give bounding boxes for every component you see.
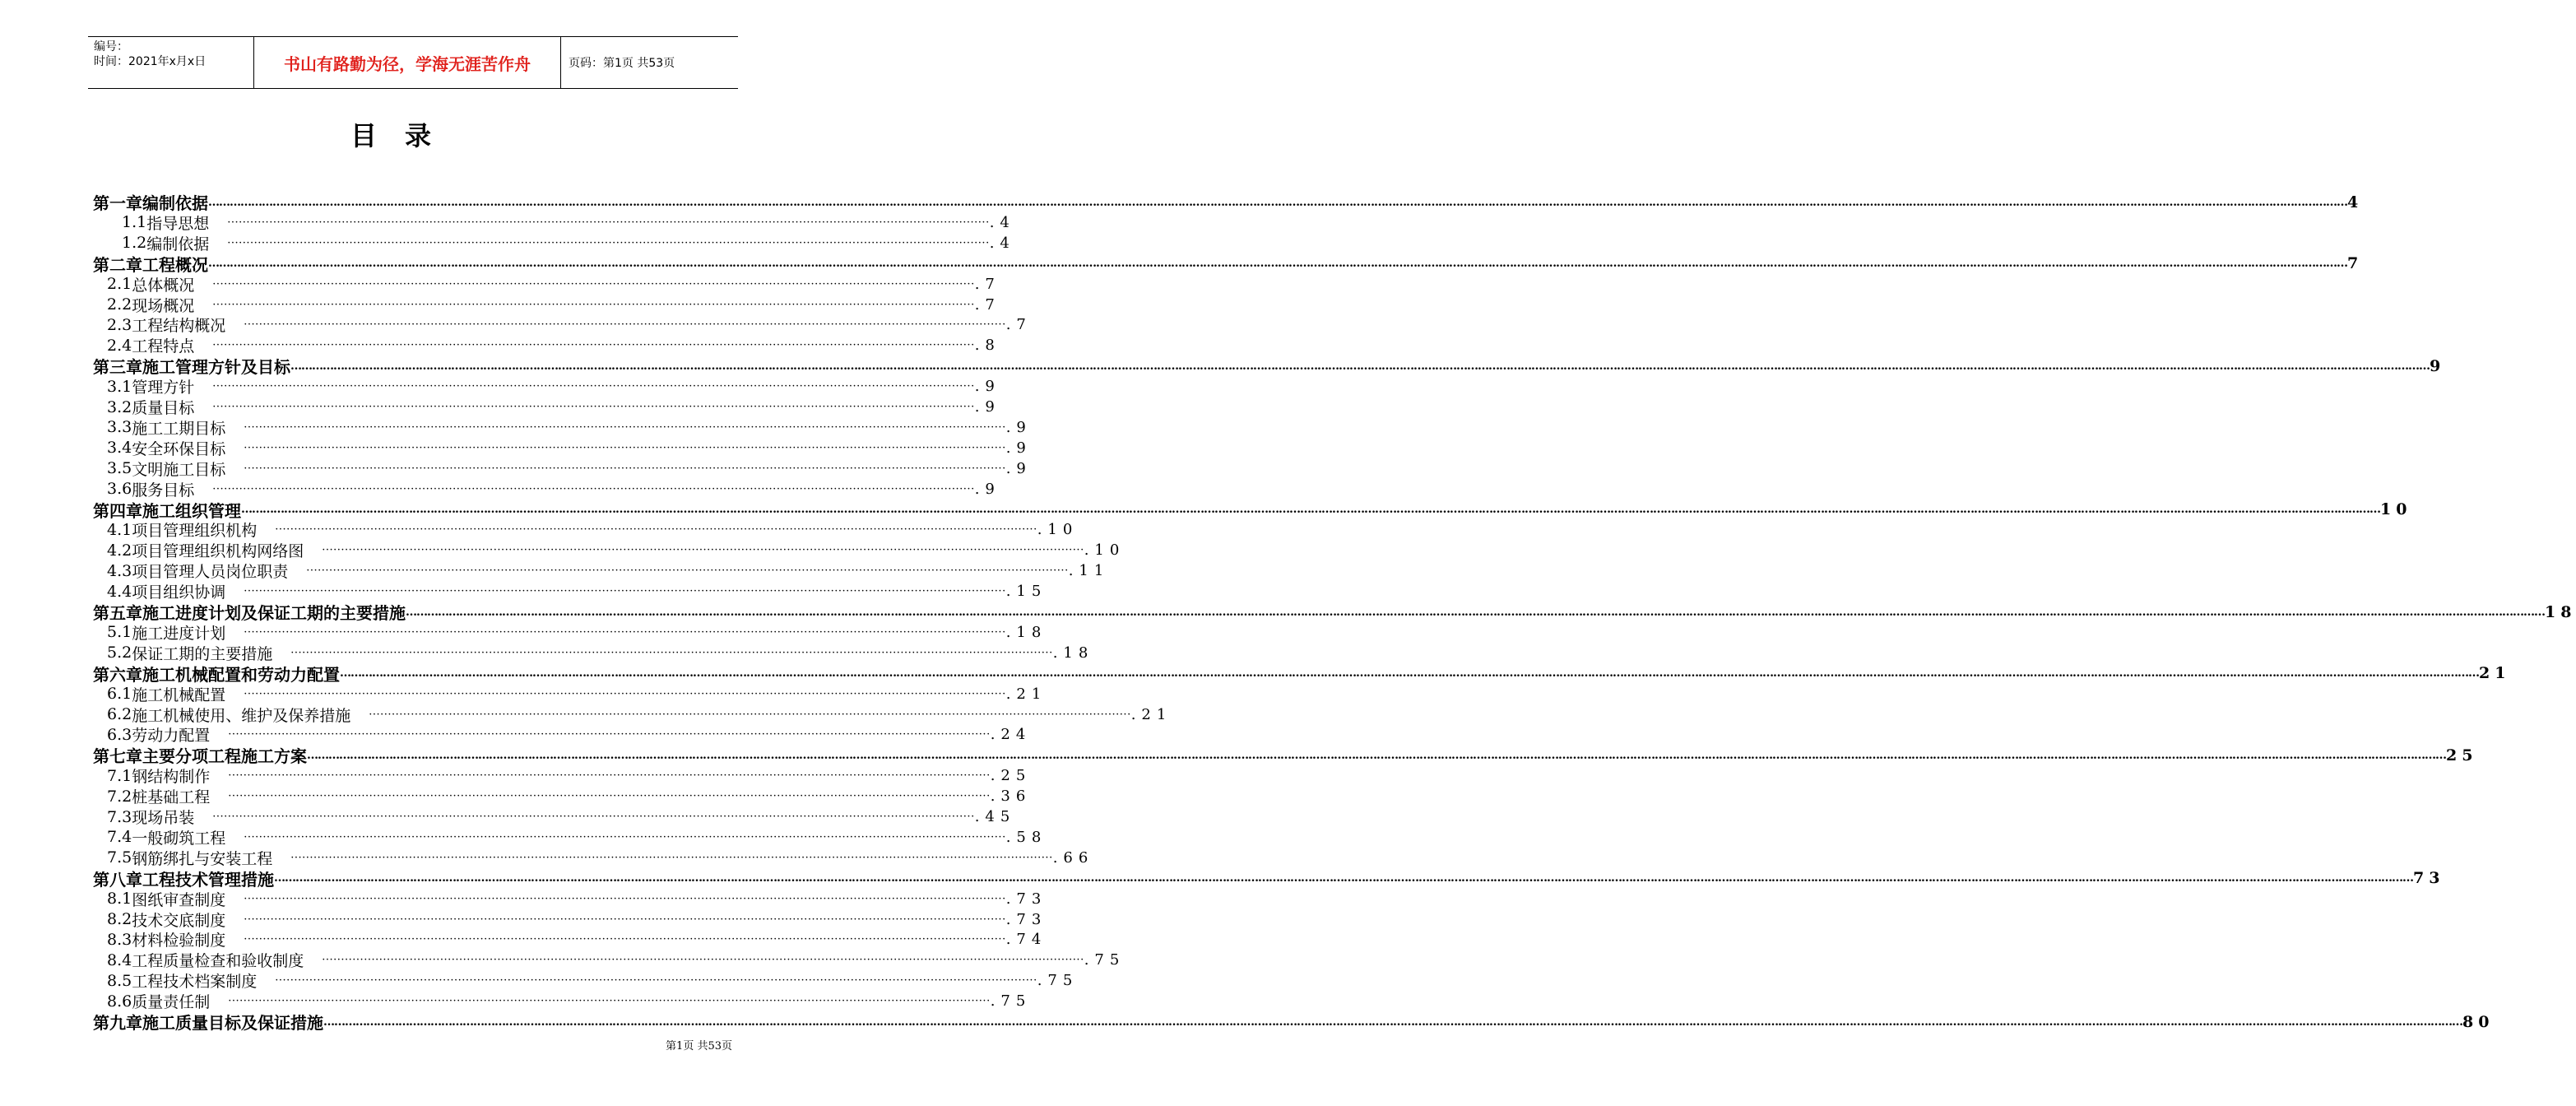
toc-page-number: 18 xyxy=(2545,602,2576,621)
toc-title: 工程特点 xyxy=(132,337,195,356)
toc-number: 第四章 xyxy=(93,500,142,521)
toc-page-number: .66 xyxy=(1052,848,1094,867)
toc-leader-dots: …………………………………………………………………………………………………………………………………………………………………………………………………………………………………………………………………………………………………………………………………………………………………………………………………………………………………………………………………………………………………………………………………………………… xyxy=(406,605,2545,619)
toc-number: 2.1 xyxy=(107,275,132,294)
toc-number: 7.4 xyxy=(107,828,132,847)
toc-number: 第七章 xyxy=(93,746,142,767)
toc-section-row[interactable] xyxy=(107,458,1032,479)
toc-chapter-row[interactable] xyxy=(93,253,2364,275)
toc-page-number: .7 xyxy=(974,295,1000,314)
toc-title: 施工进度计划及保证工期的主要措施 xyxy=(142,603,406,623)
toc-number: 8.1 xyxy=(107,890,132,908)
toc-leader-dots: …………………………………………………………………………………………………………………………………………………………………………………………………………………………………………………………………………………………………………………………………………………………………………………………………………………………………………………………………………………………………………………………………………………… xyxy=(323,1015,2462,1029)
toc-section-row[interactable] xyxy=(107,848,1094,868)
toc-title: 现场吊装 xyxy=(132,809,195,827)
toc-number: 1.1 xyxy=(122,213,147,232)
toc-section-row[interactable] xyxy=(107,827,1047,848)
toc-leader-dots: ········································································································································································································ xyxy=(275,523,1037,537)
toc-title: 工程技术管理措施 xyxy=(142,869,274,890)
toc-page-number: .21 xyxy=(1005,685,1047,703)
toc-number: 3.3 xyxy=(107,418,132,437)
toc-chapter-row[interactable] xyxy=(93,745,2478,767)
toc-number: 6.3 xyxy=(107,725,132,744)
toc-title: 文明施工目标 xyxy=(132,460,226,479)
toc-section-row[interactable] xyxy=(107,684,1047,704)
toc-section-row[interactable] xyxy=(107,806,1016,827)
toc-title: 钢筋绑扎与安装工程 xyxy=(132,849,273,868)
toc-chapter-row[interactable] xyxy=(93,500,2412,521)
toc-section-row[interactable] xyxy=(107,438,1032,458)
toc-leader-dots: ········································································································································································································ xyxy=(212,298,975,311)
toc-page-number: .58 xyxy=(1005,828,1047,846)
toc-leader-dots: ········································································································································································································ xyxy=(228,728,991,741)
toc-section-row[interactable] xyxy=(107,295,1000,315)
toc-page-number: .73 xyxy=(1005,890,1047,908)
toc-leader-dots: ········································································································································································································ xyxy=(228,995,991,1008)
toc-chapter-row[interactable] xyxy=(93,663,2511,685)
toc-section-row[interactable] xyxy=(107,519,1079,541)
toc-section-row[interactable] xyxy=(107,274,1000,295)
toc-leader-dots: ········································································································································································································ xyxy=(275,974,1037,988)
toc-number: 3.2 xyxy=(107,397,132,416)
toc-number: 第八章 xyxy=(93,869,142,890)
toc-leader-dots: ········································································································································································································ xyxy=(228,769,991,783)
toc-section-row[interactable] xyxy=(122,233,1015,253)
toc-title: 施工机械配置和劳动力配置 xyxy=(142,664,340,685)
toc-page-number: .18 xyxy=(1052,644,1094,662)
toc-section-row[interactable] xyxy=(107,929,1047,950)
toc-title: 施工机械配置 xyxy=(132,685,226,704)
toc-leader-dots: ········································································································································································································ xyxy=(227,236,990,249)
toc-leader-dots: ········································································································································································································ xyxy=(228,790,991,803)
toc-number: 4.1 xyxy=(107,520,132,539)
toc-title: 工程技术档案制度 xyxy=(132,973,258,992)
toc-number: 3.5 xyxy=(107,459,132,478)
toc-leader-dots: ········································································································································································································ xyxy=(212,401,975,413)
toc-leader-dots: …………………………………………………………………………………………………………………………………………………………………………………………………………………………………………………………………………………………………………………………………………………………………………………………………………………………………………………………………………………………………………………………………………………… xyxy=(241,503,2380,516)
toc-section-row[interactable] xyxy=(107,540,1126,561)
toc-leader-dots: ········································································································································································································ xyxy=(244,441,1006,454)
toc-title: 桩基础工程 xyxy=(132,788,211,807)
toc-number: 5.2 xyxy=(107,644,132,662)
toc-title: 保证工期的主要措施 xyxy=(132,644,273,663)
toc-number: 2.3 xyxy=(107,315,132,334)
toc-section-row[interactable] xyxy=(107,376,1000,397)
toc-leader-dots: ········································································································································································································ xyxy=(212,339,975,352)
toc-section-row[interactable] xyxy=(107,417,1032,438)
toc-number: 8.4 xyxy=(107,950,132,969)
toc-page-number: .11 xyxy=(1068,562,1110,580)
toc-number: 4.3 xyxy=(107,561,132,580)
toc-leader-dots: …………………………………………………………………………………………………………………………………………………………………………………………………………………………………………………………………………………………………………………………………………………………………………………………………………………………………………………………………………………………………………………………………………………… xyxy=(290,359,2430,373)
toc-title: 劳动力配置 xyxy=(132,727,211,746)
toc-page-number: .4 xyxy=(989,234,1015,252)
toc-section-row[interactable] xyxy=(107,622,1047,643)
motto: 书山有路勤为径，学海无涯苦作舟 xyxy=(284,54,531,74)
toc-title: 安全环保目标 xyxy=(132,439,226,458)
page-footer: 第1页 共53页 xyxy=(666,1040,732,1053)
number-label: 编号： xyxy=(94,40,128,53)
toc-number: 第二章 xyxy=(93,254,142,275)
header-motto-cell xyxy=(254,37,561,88)
toc-section-row[interactable] xyxy=(107,950,1126,971)
toc-title: 施工工期目标 xyxy=(132,419,226,438)
toc-leader-dots: ········································································································································································································ xyxy=(244,421,1006,434)
toc-title: 质量责任制 xyxy=(132,993,211,1012)
toc-leader-dots: ········································································································································································································ xyxy=(244,913,1006,926)
toc-page-number: .15 xyxy=(1005,583,1047,601)
toc-number: 第九章 xyxy=(93,1013,142,1033)
toc-section-row[interactable] xyxy=(107,786,1032,807)
toc-page-number: .4 xyxy=(989,213,1015,231)
toc-page-number: .10 xyxy=(1037,521,1079,539)
toc-page-number: .75 xyxy=(1084,951,1126,969)
toc-title: 工程结构概况 xyxy=(132,317,226,336)
toc-title: 施工进度计划 xyxy=(132,624,226,643)
header-page-cell xyxy=(561,37,738,88)
toc-section-row[interactable] xyxy=(107,643,1094,663)
toc-leader-dots: ········································································································································································································ xyxy=(244,318,1006,332)
toc-page-number: .7 xyxy=(974,275,1000,293)
toc-section-row[interactable] xyxy=(107,909,1047,930)
toc-section-row[interactable] xyxy=(107,581,1047,602)
toc-page-number: .9 xyxy=(974,480,1000,498)
toc-title: 质量目标 xyxy=(132,399,195,417)
toc-number: 4.2 xyxy=(107,541,132,560)
toc-number: 4.4 xyxy=(107,582,132,601)
toc-leader-dots: ········································································································································································································ xyxy=(212,277,975,290)
toc-page-number: .45 xyxy=(974,808,1016,825)
header-info-cell xyxy=(88,37,254,88)
toc-leader-dots: ········································································································································································································ xyxy=(244,585,1006,598)
toc-title: 图纸审查制度 xyxy=(132,890,226,909)
toc-title: 一般砌筑工程 xyxy=(132,829,226,848)
toc-section-row[interactable] xyxy=(107,889,1047,909)
toc-chapter-row[interactable] xyxy=(93,868,2445,890)
toc-chapter-row[interactable] xyxy=(93,192,2364,213)
toc-number: 7.2 xyxy=(107,787,132,806)
toc-chapter-row[interactable] xyxy=(93,602,2576,623)
toc-section-row[interactable] xyxy=(107,397,1000,417)
page-title: 目录 xyxy=(350,120,459,151)
toc-page-number: 80 xyxy=(2462,1012,2495,1031)
toc-leader-dots: ········································································································································································································ xyxy=(212,482,975,495)
toc-title: 项目组织协调 xyxy=(132,583,226,602)
toc-title: 现场概况 xyxy=(132,296,195,315)
time-label: 时间：2021年x月x日 xyxy=(94,55,207,68)
toc-title: 指导思想 xyxy=(146,214,210,233)
toc-section-row[interactable] xyxy=(122,212,1015,233)
toc-leader-dots: …………………………………………………………………………………………………………………………………………………………………………………………………………………………………………………………………………………………………………………………………………………………………………………………………………………………………………………………………………………………………………………………………………………… xyxy=(208,257,2347,271)
toc-leader-dots: ········································································································································································································ xyxy=(322,544,1084,557)
page-header xyxy=(88,36,738,89)
toc-page-number: .9 xyxy=(974,398,1000,416)
toc-title: 服务目标 xyxy=(132,481,195,500)
toc-title: 管理方针 xyxy=(132,379,195,397)
toc-number: 第一章 xyxy=(93,193,142,213)
toc-leader-dots: ········································································································································································································ xyxy=(244,933,1006,946)
toc-page-number: 25 xyxy=(2446,746,2478,764)
toc-title: 工程概况 xyxy=(142,254,208,275)
toc-page-number: .75 xyxy=(1037,972,1079,990)
toc-title: 项目管理人员岗位职责 xyxy=(132,563,289,582)
toc-number: 6.1 xyxy=(107,685,132,704)
toc-number: 第五章 xyxy=(93,603,142,623)
toc-number: 2.2 xyxy=(107,295,132,314)
toc-page-number: 10 xyxy=(2380,500,2412,518)
toc-page-number: 4 xyxy=(2347,193,2364,211)
toc-page-number: .75 xyxy=(990,992,1032,1011)
toc-number: 7.5 xyxy=(107,848,132,867)
toc-title: 项目管理组织机构 xyxy=(132,522,258,541)
toc-leader-dots: …………………………………………………………………………………………………………………………………………………………………………………………………………………………………………………………………………………………………………………………………………………………………………………………………………………………………………………………………………………………………………………………………………………… xyxy=(340,667,2479,681)
toc-leader-dots: ········································································································································································································ xyxy=(212,811,975,823)
toc-number: 7.3 xyxy=(107,807,132,826)
toc-page-number: .9 xyxy=(1005,439,1032,457)
toc-leader-dots: ········································································································································································································ xyxy=(244,687,1006,700)
toc-number: 8.6 xyxy=(107,992,132,1011)
toc-leader-dots: …………………………………………………………………………………………………………………………………………………………………………………………………………………………………………………………………………………………………………………………………………………………………………………………………………………………………………………………………………………………………………………………………………………… xyxy=(208,195,2347,209)
toc-title: 工程质量检查和验收制度 xyxy=(132,952,304,971)
toc-number: 8.3 xyxy=(107,930,132,949)
toc-number: 5.1 xyxy=(107,623,132,642)
toc-page-number: 73 xyxy=(2413,869,2445,888)
toc-title: 施工机械使用、维护及保养措施 xyxy=(132,706,351,725)
toc-leader-dots: ········································································································································································································ xyxy=(290,851,1053,864)
toc-leader-dots: ········································································································································································································ xyxy=(290,646,1053,659)
toc-title: 材料检验制度 xyxy=(132,932,226,950)
toc-page-number: .7 xyxy=(1005,316,1032,334)
toc-chapter-row[interactable] xyxy=(93,1011,2495,1033)
toc-page-number: .24 xyxy=(990,726,1032,744)
toc-number: 3.1 xyxy=(107,377,132,396)
toc-number: 7.1 xyxy=(107,766,132,785)
toc-number: 第六章 xyxy=(93,664,142,685)
toc-page-number: .10 xyxy=(1084,541,1126,560)
toc-page-number: .9 xyxy=(1005,418,1032,436)
toc-title: 技术交底制度 xyxy=(132,911,226,930)
toc-leader-dots: ········································································································································································································ xyxy=(212,380,975,393)
toc-section-row[interactable] xyxy=(107,479,1000,500)
toc-page-number: .8 xyxy=(974,337,1000,355)
toc-page-number: .9 xyxy=(1005,459,1032,477)
toc-page-number: 7 xyxy=(2347,254,2364,273)
toc-chapter-row[interactable] xyxy=(93,356,2446,378)
toc-leader-dots: ········································································································································································································ xyxy=(244,462,1006,475)
toc-page-number: .73 xyxy=(1005,910,1047,928)
toc-title: 编制依据 xyxy=(142,193,208,213)
toc-section-row[interactable] xyxy=(107,704,1172,725)
toc-number: 6.2 xyxy=(107,705,132,723)
toc-title: 主要分项工程施工方案 xyxy=(142,746,307,767)
toc-page-number: .9 xyxy=(974,378,1000,396)
toc-title: 钢结构制作 xyxy=(132,768,211,787)
toc-leader-dots: ········································································································································································································ xyxy=(369,708,1131,721)
toc-section-row[interactable] xyxy=(107,335,1000,356)
toc-page-number: .36 xyxy=(990,788,1032,806)
toc-number: 第三章 xyxy=(93,357,142,378)
toc-leader-dots: ········································································································································································································ xyxy=(244,892,1006,905)
toc-page-number: 9 xyxy=(2430,356,2446,375)
toc-leader-dots: ········································································································································································································ xyxy=(306,565,1069,578)
toc-title: 施工管理方针及目标 xyxy=(142,357,290,378)
toc-section-row[interactable] xyxy=(107,724,1032,746)
toc-page-number: .18 xyxy=(1005,623,1047,641)
toc-section-row[interactable] xyxy=(107,765,1032,787)
toc-title: 施工组织管理 xyxy=(142,500,241,521)
toc-leader-dots: ········································································································································································································ xyxy=(244,625,1006,639)
toc-page-number: .21 xyxy=(1130,705,1172,723)
toc-page-number: .25 xyxy=(990,767,1032,785)
toc-leader-dots: ········································································································································································································ xyxy=(244,830,1006,843)
toc-section-row[interactable] xyxy=(107,314,1032,336)
toc-title: 编制依据 xyxy=(146,235,210,253)
toc-page-number: 21 xyxy=(2479,664,2511,683)
toc-title: 总体概况 xyxy=(132,276,195,295)
toc-number: 3.4 xyxy=(107,439,132,458)
toc-leader-dots: …………………………………………………………………………………………………………………………………………………………………………………………………………………………………………………………………………………………………………………………………………………………………………………………………………………………………………………………………………………………………………………………………………………… xyxy=(274,871,2413,885)
toc-section-row[interactable] xyxy=(107,560,1110,582)
toc-title: 施工质量目标及保证措施 xyxy=(142,1013,323,1033)
toc-number: 8.2 xyxy=(107,910,132,928)
toc-section-row[interactable] xyxy=(107,970,1079,992)
toc-number: 2.4 xyxy=(107,336,132,355)
page-info: 页码：第1页 共53页 xyxy=(569,57,675,70)
toc-title: 项目管理组织机构网络图 xyxy=(132,542,304,561)
toc-leader-dots: ········································································································································································································ xyxy=(227,216,990,229)
toc-page-number: .74 xyxy=(1005,931,1047,949)
toc-number: 1.2 xyxy=(122,234,147,253)
toc-section-row[interactable] xyxy=(107,991,1032,1012)
toc-number: 3.6 xyxy=(107,480,132,499)
toc-leader-dots: …………………………………………………………………………………………………………………………………………………………………………………………………………………………………………………………………………………………………………………………………………………………………………………………………………………………………………………………………………………………………………………………………………………… xyxy=(307,748,2446,762)
toc-leader-dots: ········································································································································································································ xyxy=(322,954,1084,967)
toc-number: 8.5 xyxy=(107,971,132,990)
